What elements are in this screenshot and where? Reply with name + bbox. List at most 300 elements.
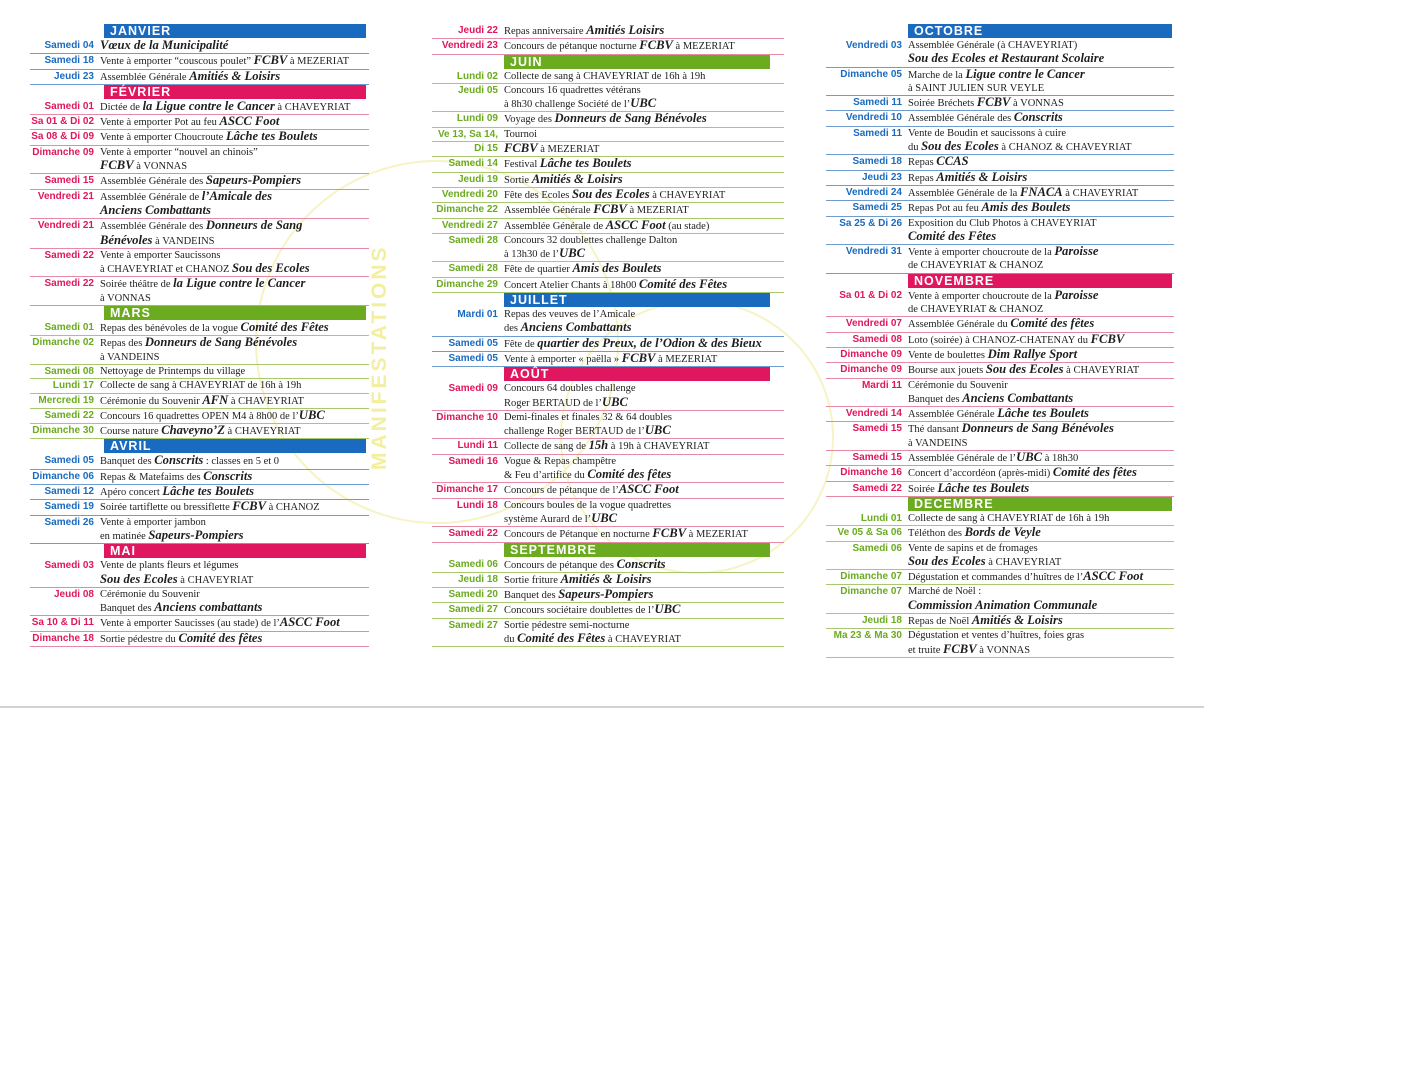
organizer-name: quartier des Preux, de l’Odion & des Bieux bbox=[537, 335, 762, 350]
event-text: à 18h30 bbox=[1042, 453, 1079, 465]
event-date: Ma 23 & Ma 30 bbox=[833, 630, 902, 642]
event-date: Ve 05 & Sa 06 bbox=[837, 527, 902, 539]
event-line bbox=[504, 632, 784, 646]
event-line bbox=[908, 155, 1174, 169]
event-date: Vendredi 10 bbox=[845, 112, 902, 124]
event-date: Samedi 14 bbox=[448, 158, 498, 170]
organizer-name: l’Amicale des bbox=[201, 188, 273, 203]
event-description bbox=[100, 70, 369, 84]
organizer-name: FCBV bbox=[943, 641, 977, 656]
event-line bbox=[504, 483, 784, 497]
event-line bbox=[908, 259, 1174, 272]
event-row bbox=[432, 527, 784, 542]
event-description bbox=[504, 39, 784, 53]
event-text: Repas & Matefaims des bbox=[100, 471, 204, 483]
event-text: Soirée théâtre de bbox=[100, 279, 174, 291]
event-line bbox=[908, 52, 1174, 66]
event-text: à CHAVEYRIAT bbox=[1062, 187, 1139, 199]
event-text: Repas bbox=[908, 172, 937, 184]
organizer-name: UBC bbox=[559, 246, 586, 261]
organizer-name: Amitiés & Loisirs bbox=[560, 571, 652, 586]
event-description bbox=[100, 424, 369, 438]
event-date: Samedi 06 bbox=[852, 542, 902, 554]
event-date: Samedi 11 bbox=[853, 127, 902, 139]
event-text: Collecte de sang à CHAVEYRIAT de 16h à 19h bbox=[100, 380, 302, 392]
event-row bbox=[826, 333, 1174, 348]
event-text: Fête de bbox=[504, 338, 538, 350]
event-description bbox=[504, 188, 784, 202]
event-line bbox=[100, 529, 369, 543]
event-text: Dégustation et ventes d’huîtres, foies gras bbox=[908, 630, 1085, 642]
event-line bbox=[100, 470, 369, 484]
event-text: Vogue & Repas champêtre bbox=[504, 455, 617, 467]
event-text: Assemblée Générale des bbox=[100, 176, 206, 188]
event-description bbox=[908, 585, 1174, 613]
event-text: système Aurard de l’ bbox=[504, 513, 592, 525]
event-line bbox=[504, 70, 784, 83]
event-line bbox=[504, 499, 784, 512]
event-date: Jeudi 05 bbox=[457, 84, 498, 96]
event-row bbox=[826, 201, 1174, 216]
organizer-name: Donneurs de Sang Bénévoles bbox=[961, 421, 1114, 436]
event-line bbox=[504, 588, 784, 602]
event-text: à SAINT JULIEN SUR VEYLE bbox=[908, 82, 1045, 94]
event-date: Mardi 11 bbox=[861, 379, 902, 391]
event-description bbox=[504, 112, 784, 126]
event-date: Samedi 22 bbox=[44, 278, 94, 290]
event-description bbox=[908, 363, 1174, 377]
event-line bbox=[100, 100, 369, 114]
event-text: Collecte de sang à CHAVEYRIAT de 16h à 19h bbox=[908, 512, 1110, 524]
event-row bbox=[826, 363, 1174, 378]
event-line bbox=[908, 466, 1174, 480]
event-text: à CHAVEYRIAT bbox=[224, 426, 301, 438]
event-date: Dimanche 18 bbox=[32, 632, 94, 644]
organizer-name: FCBV bbox=[976, 95, 1011, 110]
event-description bbox=[100, 559, 369, 587]
event-text: Collecte de sang de bbox=[504, 441, 589, 453]
event-row bbox=[30, 54, 369, 69]
event-line bbox=[504, 97, 784, 111]
event-row bbox=[30, 516, 369, 545]
event-description bbox=[504, 439, 784, 453]
event-text: Cérémonie du Souvenir bbox=[100, 395, 203, 407]
event-date: Samedi 01 bbox=[44, 100, 94, 112]
month-header bbox=[432, 367, 784, 381]
event-row bbox=[30, 115, 369, 130]
event-line bbox=[908, 585, 1174, 598]
organizer-name: Comité des fêtes bbox=[1052, 465, 1137, 480]
event-row bbox=[30, 321, 369, 336]
event-description bbox=[908, 155, 1174, 169]
organizer-name: Commission Animation Communale bbox=[908, 597, 1098, 612]
event-row bbox=[30, 470, 369, 485]
event-description bbox=[100, 379, 369, 392]
event-description bbox=[100, 394, 369, 408]
event-row bbox=[30, 277, 369, 306]
event-line bbox=[908, 348, 1174, 362]
month-title: OCTOBRE bbox=[908, 24, 1172, 38]
event-date: Samedi 11 bbox=[853, 97, 902, 109]
organizer-name: Amitiés & Loisirs bbox=[936, 169, 1028, 184]
event-description bbox=[908, 68, 1174, 96]
event-description bbox=[100, 277, 369, 305]
event-row bbox=[432, 382, 784, 411]
event-description bbox=[100, 470, 369, 484]
event-line bbox=[908, 629, 1174, 642]
event-line bbox=[504, 203, 784, 217]
event-text: Repas Pot au feu bbox=[908, 203, 982, 215]
event-date: Samedi 15 bbox=[852, 452, 902, 464]
event-date: Samedi 18 bbox=[44, 55, 94, 67]
event-description bbox=[908, 186, 1174, 200]
event-description bbox=[908, 466, 1174, 480]
organizer-name: Sapeurs-Pompiers bbox=[148, 527, 244, 542]
event-line bbox=[100, 559, 369, 572]
event-date: Lundi 02 bbox=[456, 70, 498, 82]
event-description bbox=[100, 249, 369, 277]
event-date: Samedi 28 bbox=[448, 234, 498, 246]
event-text: à CHAVEYRIAT bbox=[177, 574, 254, 586]
event-text: Vente à emporter Choucroute bbox=[100, 132, 226, 144]
event-description bbox=[100, 190, 369, 219]
event-text: à CHAVEYRIAT bbox=[228, 395, 304, 407]
event-date: Samedi 15 bbox=[852, 423, 902, 435]
organizer-name: UBC bbox=[298, 407, 325, 422]
event-line bbox=[908, 482, 1174, 496]
event-text: Sortie friture bbox=[504, 574, 561, 586]
event-text: de CHAVEYRIAT & CHANOZ bbox=[908, 260, 1044, 272]
organizer-name: Amitiés & Loisirs bbox=[189, 68, 281, 83]
event-line bbox=[100, 454, 369, 468]
month-header bbox=[826, 497, 1174, 511]
event-date: Jeudi 22 bbox=[457, 25, 498, 36]
organizer-name: Lâche tes Boulets bbox=[539, 156, 632, 171]
event-text: Vente de sapins et de fromages bbox=[908, 542, 1038, 554]
organizer-name: Vœux de la Municipalité bbox=[100, 38, 229, 52]
event-date: Samedi 27 bbox=[448, 604, 498, 616]
event-date: Vendredi 03 bbox=[845, 40, 902, 51]
organizer-name: Amis des Boulets bbox=[981, 200, 1071, 215]
event-row bbox=[826, 96, 1174, 111]
organizer-name: FCBV bbox=[504, 141, 538, 156]
event-row bbox=[30, 190, 369, 220]
event-line bbox=[100, 39, 369, 53]
event-date: Lundi 18 bbox=[456, 499, 498, 511]
event-text: Concert Atelier Chants à 18h00 bbox=[504, 279, 640, 291]
event-description bbox=[100, 588, 369, 616]
organizer-name: Chaveyno’Z bbox=[161, 423, 225, 438]
event-row bbox=[432, 234, 784, 263]
event-line bbox=[100, 277, 369, 291]
event-date: Vendredi 21 bbox=[37, 190, 94, 202]
event-line bbox=[100, 234, 369, 248]
event-line bbox=[504, 337, 784, 351]
event-text: Thé dansant bbox=[908, 424, 962, 436]
event-text: à CHAVEYRIAT bbox=[985, 556, 1062, 568]
event-description bbox=[504, 278, 784, 292]
event-row bbox=[826, 155, 1174, 170]
event-line bbox=[100, 321, 369, 335]
event-row bbox=[30, 454, 369, 469]
event-description bbox=[504, 352, 784, 366]
event-row bbox=[826, 542, 1174, 571]
event-row bbox=[826, 127, 1174, 156]
event-row bbox=[826, 111, 1174, 126]
month-header bbox=[30, 544, 369, 558]
event-text: Voyage des bbox=[504, 114, 555, 126]
organizer-name: Conscrits bbox=[616, 556, 666, 571]
event-line bbox=[908, 111, 1174, 125]
event-date: Samedi 05 bbox=[448, 337, 498, 349]
event-line bbox=[100, 336, 369, 350]
event-text: Soirée tartiflette ou bressiflette bbox=[100, 502, 233, 514]
event-text: Dictée de bbox=[100, 101, 143, 113]
event-text: Loto (soirée) à CHANOZ-CHATENAY du bbox=[908, 334, 1091, 346]
event-description bbox=[100, 100, 369, 114]
event-line bbox=[908, 379, 1174, 392]
event-date: Dimanche 02 bbox=[32, 337, 94, 349]
event-date: Dimanche 10 bbox=[436, 411, 498, 423]
event-text: Concours de pétanque nocturne bbox=[504, 41, 640, 53]
event-date: Mardi 01 bbox=[457, 309, 498, 321]
event-line bbox=[908, 171, 1174, 185]
event-text: Concours de pétanque de l’ bbox=[504, 485, 619, 497]
event-description bbox=[100, 409, 369, 423]
event-date: Samedi 20 bbox=[448, 589, 498, 601]
month-title: AOÛT bbox=[504, 367, 770, 381]
event-date: Lundi 17 bbox=[52, 380, 94, 392]
event-date: Samedi 22 bbox=[448, 528, 498, 540]
organizer-name: ASCC Foot bbox=[1083, 569, 1144, 584]
event-row bbox=[432, 203, 784, 218]
event-text: à VONNAS bbox=[133, 161, 188, 173]
event-text: à CHAVEYRIAT bbox=[1063, 365, 1140, 377]
event-line bbox=[504, 468, 784, 482]
event-line bbox=[100, 146, 369, 159]
event-row bbox=[432, 112, 784, 127]
event-description bbox=[100, 516, 369, 544]
event-text: à 19h à CHAVEYRIAT bbox=[608, 441, 710, 453]
event-text: challenge Roger BERTAUD de l’ bbox=[504, 426, 645, 438]
event-row bbox=[432, 84, 784, 113]
event-description bbox=[908, 289, 1174, 317]
event-line bbox=[100, 365, 369, 378]
organizer-name: UBC bbox=[601, 394, 628, 409]
event-description bbox=[504, 411, 784, 439]
month-header bbox=[30, 85, 369, 99]
event-text: Banquet des bbox=[100, 603, 155, 615]
month-title: MARS bbox=[104, 306, 366, 320]
event-description bbox=[504, 499, 784, 527]
event-text: (au stade) bbox=[665, 220, 710, 232]
event-date: Dimanche 07 bbox=[840, 586, 902, 598]
event-line bbox=[908, 289, 1174, 303]
event-description bbox=[908, 614, 1174, 628]
event-line bbox=[100, 500, 369, 514]
organizer-name: Amitiés Loisirs bbox=[586, 23, 665, 37]
event-date: Samedi 08 bbox=[44, 365, 94, 377]
event-text: Sortie bbox=[504, 174, 532, 186]
month-title: NOVEMBRE bbox=[908, 274, 1172, 288]
event-line bbox=[908, 363, 1174, 377]
event-text: Dégustation et commandes d’huîtres de l’ bbox=[908, 572, 1084, 584]
event-text: Vente de plants fleurs et légumes bbox=[100, 560, 239, 572]
event-text: Assemblée Générale de bbox=[504, 220, 606, 232]
event-date: Vendredi 27 bbox=[441, 219, 498, 231]
event-text: Banquet des bbox=[100, 456, 155, 468]
event-description bbox=[908, 127, 1174, 155]
event-line bbox=[100, 601, 369, 615]
event-line bbox=[504, 188, 784, 202]
event-line bbox=[908, 512, 1174, 525]
event-date: Vendredi 14 bbox=[845, 408, 902, 420]
event-row bbox=[826, 466, 1174, 481]
event-line bbox=[100, 516, 369, 529]
event-description bbox=[908, 451, 1174, 465]
event-row bbox=[432, 173, 784, 188]
event-date: Sa 01 & Di 02 bbox=[31, 116, 94, 128]
event-line bbox=[504, 157, 784, 171]
event-text: à 13h30 de l’ bbox=[504, 249, 560, 261]
event-description bbox=[100, 54, 369, 68]
month-title: AVRIL bbox=[104, 439, 366, 453]
event-line bbox=[908, 570, 1174, 584]
event-row bbox=[432, 24, 784, 39]
event-row bbox=[826, 39, 1174, 68]
event-text: Cérémonie du Souvenir bbox=[100, 588, 200, 600]
event-date: Samedi 08 bbox=[852, 333, 902, 345]
event-text: à VONNAS bbox=[976, 644, 1031, 656]
event-line bbox=[908, 437, 1174, 450]
event-line bbox=[908, 68, 1174, 82]
event-text: à VANDEINS bbox=[908, 437, 968, 449]
event-row bbox=[432, 337, 784, 352]
event-text: Vente à emporter “couscous poulet” bbox=[100, 56, 254, 68]
event-text: Assemblée Générale de bbox=[100, 191, 202, 203]
event-description bbox=[908, 333, 1174, 347]
event-description bbox=[504, 128, 784, 141]
organizer-name: FCBV bbox=[593, 202, 627, 217]
event-row bbox=[826, 570, 1174, 585]
event-description bbox=[908, 96, 1174, 110]
event-row bbox=[826, 451, 1174, 466]
event-text: Banquet des bbox=[908, 393, 963, 405]
event-date: Samedi 12 bbox=[44, 486, 94, 498]
event-row bbox=[826, 482, 1174, 497]
event-row bbox=[432, 411, 784, 440]
event-description bbox=[908, 39, 1174, 67]
event-line bbox=[908, 333, 1174, 347]
event-description bbox=[908, 482, 1174, 496]
event-row bbox=[30, 219, 369, 249]
event-line bbox=[504, 558, 784, 572]
month-title: DECEMBRE bbox=[908, 497, 1172, 511]
event-line bbox=[908, 303, 1174, 316]
event-text: Concours 16 quadrettes OPEN M4 à 8h00 de l’ bbox=[100, 410, 299, 422]
event-row bbox=[30, 588, 369, 617]
event-text: Vente à emporter jambon bbox=[100, 516, 206, 528]
event-date: Jeudi 19 bbox=[457, 173, 498, 185]
event-line bbox=[100, 424, 369, 438]
event-line bbox=[504, 603, 784, 617]
event-row bbox=[30, 394, 369, 409]
event-description bbox=[100, 321, 369, 335]
event-line bbox=[100, 262, 369, 276]
event-row bbox=[826, 526, 1174, 541]
event-text: Bourse aux jouets bbox=[908, 365, 986, 377]
event-text: Sortie pédestre du bbox=[100, 633, 179, 645]
event-row bbox=[30, 616, 369, 631]
event-description bbox=[908, 570, 1174, 584]
event-line bbox=[908, 96, 1174, 110]
organizer-name: AFN bbox=[202, 392, 229, 407]
event-line bbox=[908, 82, 1174, 95]
event-date: Mercredi 19 bbox=[38, 394, 94, 406]
event-line bbox=[908, 230, 1174, 244]
event-line bbox=[908, 643, 1174, 657]
event-date: Vendredi 31 bbox=[845, 246, 902, 258]
event-line bbox=[504, 527, 784, 541]
organizer-name: UBC bbox=[1016, 450, 1043, 465]
event-date: Samedi 22 bbox=[852, 482, 902, 494]
event-text: à CHAVEYRIAT et CHANOZ bbox=[100, 264, 233, 276]
organizer-name: UBC bbox=[644, 423, 671, 438]
event-row bbox=[432, 188, 784, 203]
event-line bbox=[100, 573, 369, 587]
event-line bbox=[100, 249, 369, 262]
event-description bbox=[908, 111, 1174, 125]
event-description bbox=[504, 142, 784, 156]
event-date: Samedi 16 bbox=[448, 455, 498, 467]
organizer-name: Sapeurs-Pompiers bbox=[205, 173, 302, 188]
event-row bbox=[432, 499, 784, 528]
event-description bbox=[504, 483, 784, 497]
event-line bbox=[100, 632, 369, 646]
organizer-name: Sou des Ecoles bbox=[232, 261, 310, 276]
event-line bbox=[504, 39, 784, 53]
event-date: Lundi 11 bbox=[457, 440, 498, 452]
event-text: en matinée bbox=[100, 530, 149, 542]
event-description bbox=[504, 203, 784, 217]
event-text: Collecte de sang à CHAVEYRIAT de 16h à 19h bbox=[504, 70, 706, 82]
organizer-name: Comité des fêtes bbox=[1010, 316, 1095, 331]
organizer-name: 15h bbox=[588, 438, 609, 453]
event-line bbox=[504, 439, 784, 453]
event-text: à MEZERIAT bbox=[672, 41, 735, 53]
event-date: Lundi 01 bbox=[860, 512, 902, 524]
event-row bbox=[30, 379, 369, 393]
event-description bbox=[908, 171, 1174, 185]
event-text: Marché de Noël : bbox=[908, 586, 982, 598]
event-line bbox=[100, 616, 369, 630]
organizer-name: Sou des Ecoles bbox=[908, 553, 986, 568]
event-text: Concours de pétanque des bbox=[504, 559, 617, 571]
event-text: Sortie pédestre semi-nocturne bbox=[504, 619, 630, 631]
event-line bbox=[908, 201, 1174, 215]
event-line bbox=[100, 588, 369, 601]
event-line bbox=[504, 84, 784, 97]
organizer-name: Amis des Boulets bbox=[572, 261, 662, 276]
event-text: Tournoi bbox=[504, 128, 538, 140]
organizer-name: Comité des Fêtes bbox=[908, 228, 997, 243]
event-text: des bbox=[504, 323, 521, 335]
event-row bbox=[432, 588, 784, 603]
event-row bbox=[30, 424, 369, 439]
event-description bbox=[908, 629, 1174, 657]
event-description bbox=[504, 588, 784, 602]
event-line bbox=[504, 142, 784, 156]
